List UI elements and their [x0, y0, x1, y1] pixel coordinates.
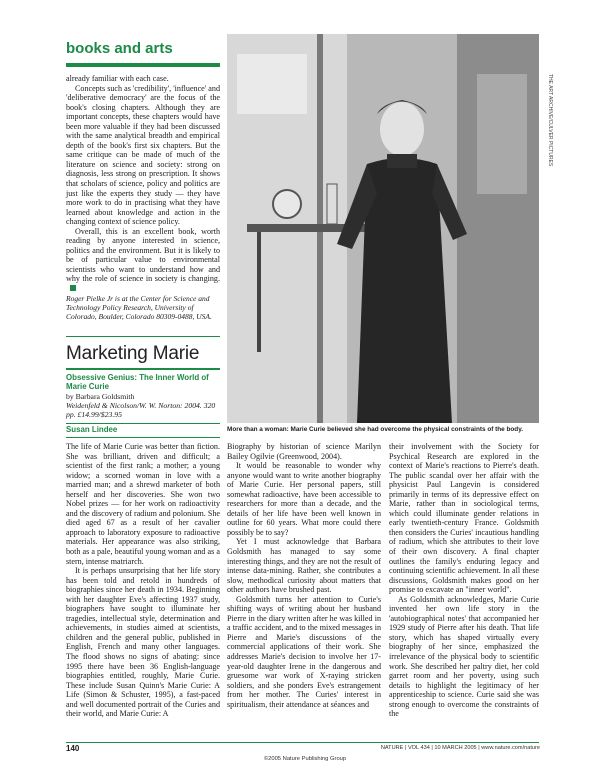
footer-rule: [66, 742, 539, 743]
photo-illustration: [227, 34, 539, 423]
section-rule: [66, 63, 220, 67]
reviewer-rule-bottom: [66, 437, 220, 438]
body-column-2: [227, 442, 381, 709]
body-paragraph: The life of Marie Curie was better than fiction. She was brilliant, driven and difficult; a scientist of the first rank; a mother; a young widow; a scorned woman in love with a married man; and a shrewd marketer of both herself and her discoveries. She won two Nobel prizes — for her work on radioactivity and the discovery of radium and polonium. She died aged 67 as a result of her cavalier approach to laboratory exposure to radioactive materials. Her appearance was also striking, both as a pale, beautiful young woman and as a stern, intense matriarch.: [66, 442, 220, 566]
body-column-3: [389, 442, 539, 719]
review-title-rule: [66, 368, 220, 370]
book-info: [66, 373, 226, 419]
page-number: 140: [66, 744, 80, 753]
copyright: ©2005 Nature Publishing Group: [263, 756, 347, 762]
end-mark-icon: [70, 285, 76, 291]
top-column: [66, 74, 220, 321]
reviewer-name: Susan Lindee: [66, 425, 118, 434]
top-paragraph: Overall, this is an excellent book, worth reading by anyone interested in science, politics and the environment. But it is likely to be of particular value to environmental scientists who want to understand how and why the role of science in society is changing.: [66, 227, 220, 294]
marie-curie-photo: [227, 34, 539, 423]
review-top-rule: [66, 336, 220, 337]
body-paragraph: It is perhaps unsurprising that her life story has been told and retold in hundreds of biographies since her death in 1934. Beginning with her daughter Eve's affecting 1937 study, biographers have sought to illuminate her tragedies, intellectual style, determination and achievements, in studies aimed at scientists, children and the general public, published in English, French and many other languages. The flood shows no signs of abating: since 1995 there have been 36 English-language biographies entitled, roughly, Marie Curie. These include Susan Quinn's Marie Curie: A Life (Simon & Schuster, 1995), a fast-paced and well documented portrait of the Curies and their world, and Marie Curie: A: [66, 566, 220, 719]
photo-credit: THE ART ARCHIVE/CULVER PICTURES: [547, 74, 553, 167]
section-title: books and arts: [66, 40, 173, 57]
author-affiliation: Roger Pielke Jr is at the Center for Science and Technology Policy Research, University of Colorado, Boulder, Colorado 80309-0488, USA.: [66, 293, 212, 321]
body-paragraph: Biography by historian of science Marilyn Bailey Ogilvie (Greenwood, 2004).: [227, 442, 381, 461]
photo-caption: More than a woman: Marie Curie believed she had overcome the physical constraints of the body.: [227, 426, 524, 433]
top-paragraph: Concepts such as 'credibility', 'influence' and 'deliberative democracy' are the focus of the book's closing chapters. Although they are important concepts, these chapters would have been more valuable if they had been discussed with the same analytical breadth and empirical depth of the book's first six chapters. But the same critique can be made of much of the literature on science and society: strong on diagnosis, less strong on prescription. It shows that scholars of science, policy and politics are just like the experts they study — they have more work to do in practising what they have learned about knowledge and action in the changing context of science policy.: [66, 83, 220, 227]
review-title: Marketing Marie: [66, 343, 200, 364]
body-paragraph: It would be reasonable to wonder why anyone would want to write another biography of Marie Curie. Her personal papers, still somewhat radioactive, have been accessible to researchers for more than a decade, and the details of her life have been well known in outline for 60 years. What more could there possibly be to say?: [227, 461, 381, 537]
reviewer-rule-top: [66, 423, 220, 424]
top-paragraph: already familiar with each case.: [66, 74, 169, 83]
body-paragraph: their involvement with the Society for Psychical Research are explored in the context of Marie's reactions to Pierre's death. The public scandal over her affair with the physicist Paul Langevin is considered primarily in terms of its depressive effect on Marie, rather than in sociological terms, which could illuminate gender relations in early twentieth-century France. Goldsmith then considers the Curies' incautious handling of radium, which she attributes to their love of their own discovery. A final chapter outlines the family's enduring legacy and continuing scientific achievement. In all these discussions, Goldsmith makes good on her promise to excavate an "inner world".: [389, 442, 539, 595]
journal-citation: NATURE | VOL 434 | 10 MARCH 2005 | www.nature.com/nature: [380, 745, 540, 751]
body-column-1: [66, 442, 220, 719]
book-title: Obsessive Genius: The Inner World of Marie Curie: [66, 373, 209, 392]
book-author: by Barbara Goldsmith: [66, 391, 135, 401]
body-paragraph: Goldsmith turns her attention to Curie's shifting ways of writing about her husband Pierre in the diary written after he was killed in a traffic accident, and to the mixed messages in Pierre and Marie's discussions of the commercial applications of their work. She addresses Marie's decision to involve her 17-year-old daughter Irene in the dangerous and gruesome war work of X-raying stricken soldiers, and she ponders Eve's estrangement from her mother. The Curies' interest in spiritualism, their attendance at séances and: [227, 594, 381, 709]
body-paragraph: Yet I must acknowledge that Barbara Goldsmith has managed to say some interesting things, and they are not the result of intense data-mining. Rather, she contributes a slow, methodical curiosity about matters that other authors have brushed past.: [227, 537, 381, 595]
book-publisher: Weidenfeld & Nicolson/W. W. Norton: 2004. 320 pp. £14.99/$23.95: [66, 401, 216, 420]
body-paragraph: As Goldsmith acknowledges, Marie Curie invented her own life story in the 'autobiographical notes' that accompanied her 1929 study of Pierre after his death. That life story, which has shaped virtually every biography of her since, emphasized the irrelevance of the physical body to scientific work. She described her paltry diet, her cold garret room and her poverty, using such details to highlight the legitimacy of her apprenticeship to science. Curie said she was strong enough to overcome the constraints of the: [389, 594, 539, 719]
